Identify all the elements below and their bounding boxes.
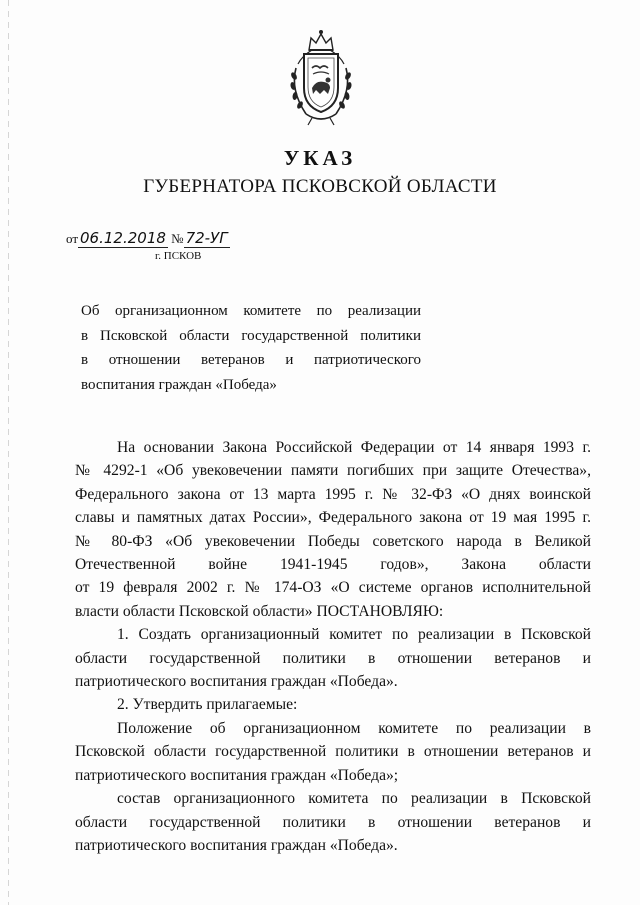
body-line: патриотического воспитания граждан «Победа».	[75, 673, 398, 691]
document-title: УКАЗ	[283, 146, 357, 170]
body-line: Положение об организационном комитете по реализации в	[117, 719, 591, 737]
handwritten-number: 72-УГ	[185, 229, 228, 247]
body-line: власти области Псковской области» ПОСТАНОВЛЯЮ:	[75, 602, 444, 620]
handwritten-date: 06.12.2018	[80, 229, 166, 247]
body-line: Федерального закона от 13 марта 1995 г. № 32-ФЗ «О днях воинской	[75, 485, 591, 503]
body-line: от 19 февраля 2002 г. № 174-ОЗ «О системе органов исполнительной	[75, 579, 591, 597]
heading-line: воспитания граждан «Победа»	[81, 376, 277, 393]
body-line: славы и памятных датах России», Федерального закона от 19 мая 1995 г.	[75, 509, 591, 527]
heading-line: в отношении ветеранов и патриотического	[81, 352, 421, 369]
document-subtitle: ГУБЕРНАТОРА ПСКОВСКОЙ ОБЛАСТИ	[143, 176, 497, 197]
body-line: На основании Закона Российской Федерации от 14 января 1993 г.	[117, 439, 591, 456]
number-prefix: №	[171, 231, 184, 246]
body-line: патриотического воспитания граждан «Победа»;	[75, 766, 399, 784]
body-line: области государственной политики в отношении ветеранов и	[75, 813, 591, 831]
scan-edge-line	[8, 0, 9, 905]
decree-heading	[81, 299, 421, 397]
date-prefix: от	[66, 231, 79, 246]
place-label: г. ПСКОВ	[155, 250, 202, 262]
body-line: № 4292-1 «Об увековечении памяти погибших при защите Отечества»,	[75, 462, 591, 480]
body-line: № 80-ФЗ «Об увековечении Победы советского народа в Великой	[75, 532, 591, 550]
body-line: Псковской области государственной политики в отношении ветеранов и	[75, 743, 591, 761]
date-number-line	[66, 229, 230, 248]
heading-line: в Псковской области государственной политики	[81, 327, 421, 344]
body-line: Отечественной войне 1941-1945 годов», Закона области	[75, 556, 591, 574]
heading-line: Об организационном комитете по реализации	[81, 303, 421, 319]
body-line: патриотического воспитания граждан «Победа».	[75, 836, 398, 854]
body-line: области государственной политики в отношении ветеранов и	[75, 649, 591, 667]
body-line: 2. Утвердить прилагаемые:	[117, 696, 298, 714]
body-line: 1. Создать организационный комитет по реализации в Псковской	[117, 626, 591, 644]
decree-body	[75, 436, 591, 857]
coat-of-arms-icon	[282, 28, 360, 128]
body-line: состав организационного комитета по реализации в Псковской	[117, 790, 591, 808]
